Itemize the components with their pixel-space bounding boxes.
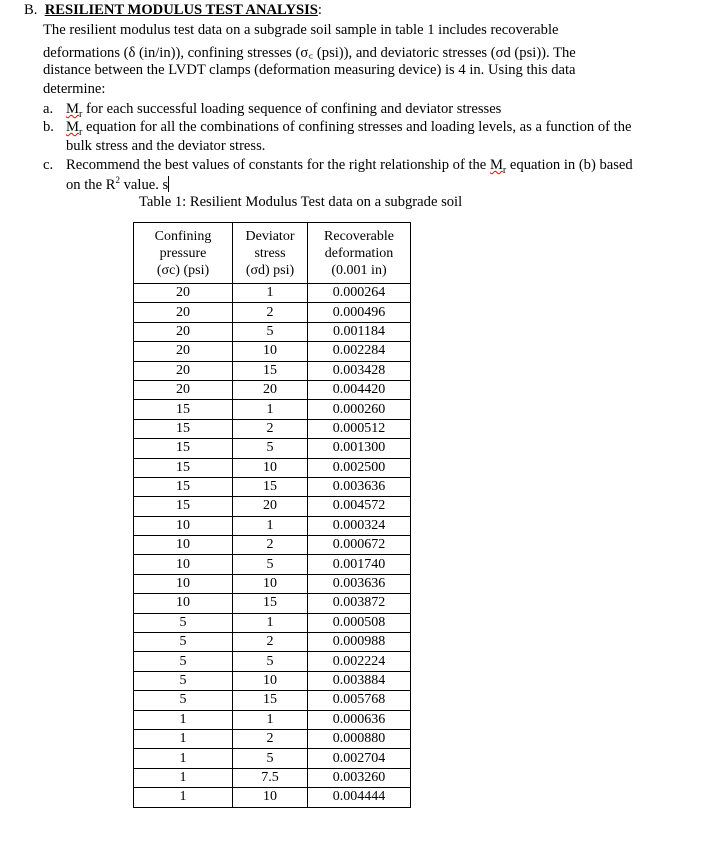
deformation-cell: 0.004444	[308, 788, 411, 807]
table-row	[134, 652, 411, 671]
table-row	[134, 458, 411, 477]
deviator-stress-cell: 2	[233, 419, 308, 438]
deformation-cell: 0.003260	[308, 768, 411, 787]
confining-pressure-cell: 10	[134, 555, 233, 574]
section-letter: B.	[24, 2, 38, 18]
deformation-cell: 0.001184	[308, 322, 411, 341]
deviator-stress-cell: 10	[233, 671, 308, 690]
confining-pressure-cell: 10	[134, 574, 233, 593]
m: M	[66, 119, 79, 135]
list-item-c-line2	[66, 175, 169, 194]
deformation-cell: 0.003884	[308, 671, 411, 690]
confining-pressure-cell: 20	[134, 322, 233, 341]
deformation-cell: 0.000672	[308, 536, 411, 555]
column-header	[233, 223, 308, 284]
deformation-cell: 0.004420	[308, 380, 411, 399]
header-line: (σd) psi)	[245, 262, 295, 278]
table-row	[134, 380, 411, 399]
deviator-stress-cell: 5	[233, 652, 308, 671]
deformation-cell: 0.000988	[308, 633, 411, 652]
colon: :	[317, 2, 322, 18]
deviator-stress-cell: 20	[233, 380, 308, 399]
deformation-cell: 0.000496	[308, 303, 411, 322]
confining-pressure-cell: 15	[134, 458, 233, 477]
confining-pressure-cell: 20	[134, 303, 233, 322]
table-row	[134, 555, 411, 574]
deviator-stress-cell: 5	[233, 749, 308, 768]
header-line: pressure	[159, 245, 207, 261]
table-row	[134, 710, 411, 729]
item-text: for each successful loading sequence of confining and deviator stresses	[82, 101, 502, 117]
column-header	[308, 223, 411, 284]
table-row	[134, 284, 411, 303]
table-row	[134, 497, 411, 516]
confining-pressure-cell: 10	[134, 594, 233, 613]
r: r	[78, 108, 83, 120]
deviator-stress-cell: 1	[233, 613, 308, 632]
header-line: Recoverable	[324, 228, 394, 244]
table-row	[134, 303, 411, 322]
header-line: (σc) (psi)	[156, 262, 210, 278]
deformation-cell: 0.001300	[308, 439, 411, 458]
deviator-stress-cell: 15	[233, 477, 308, 496]
header-line: deformation	[324, 245, 394, 261]
header-line: Deviator	[245, 228, 295, 244]
section-heading	[24, 2, 322, 19]
table-row	[134, 788, 411, 807]
confining-pressure-cell: 5	[134, 652, 233, 671]
deformation-cell: 0.002704	[308, 749, 411, 768]
table-row	[134, 633, 411, 652]
header-line: stress	[254, 245, 286, 261]
paragraph-line: determine:	[43, 81, 106, 97]
table-row	[134, 439, 411, 458]
confining-pressure-cell: 15	[134, 477, 233, 496]
item-text: equation for all the combinations of confining stresses and loading levels, as a function of the	[82, 119, 632, 135]
confining-pressure-cell: 1	[134, 710, 233, 729]
deviator-stress-cell: 1	[233, 710, 308, 729]
deviator-stress-cell: 1	[233, 284, 308, 303]
paragraph-line: The resilient modulus test data on a subgrade soil sample in table 1 includes recoverable	[43, 22, 559, 38]
list-item-b-line2: bulk stress and the deviator stress.	[66, 138, 266, 154]
paragraph-line: deformations (δ (in/in)), confining stresses (σ꜀ (psi)), and deviatoric stresses (σd (psi)). The	[43, 45, 576, 61]
confining-pressure-cell: 15	[134, 400, 233, 419]
r: r	[502, 164, 507, 176]
deformation-cell: 0.003428	[308, 361, 411, 380]
confining-pressure-cell: 15	[134, 439, 233, 458]
table-row	[134, 400, 411, 419]
table-row	[134, 594, 411, 613]
item-text: value. s	[119, 176, 169, 193]
table-row	[134, 691, 411, 710]
table-row	[134, 342, 411, 361]
m: M	[66, 101, 79, 117]
section-title: RESILIENT MODULUS TEST ANALYSIS	[44, 2, 318, 18]
deformation-cell: 0.000264	[308, 284, 411, 303]
deformation-cell: 0.004572	[308, 497, 411, 516]
item-text: Recommend the best values of constants for the right relationship of the	[66, 157, 490, 173]
confining-pressure-cell: 1	[134, 749, 233, 768]
superscript: 2	[115, 175, 120, 185]
deviator-stress-cell: 15	[233, 594, 308, 613]
confining-pressure-cell: 5	[134, 671, 233, 690]
deformation-cell: 0.003636	[308, 477, 411, 496]
deviator-stress-cell: 15	[233, 691, 308, 710]
list-item-a-text	[66, 101, 501, 120]
list-item-b	[43, 119, 54, 136]
item-text: on the R	[66, 176, 116, 193]
list-marker: c.	[43, 157, 54, 173]
confining-pressure-cell: 20	[134, 342, 233, 361]
deformation-cell: 0.002224	[308, 652, 411, 671]
table-row	[134, 749, 411, 768]
column-header	[134, 223, 233, 284]
header-line: (0.001 in)	[331, 262, 387, 278]
deviator-stress-cell: 5	[233, 555, 308, 574]
text-cursor	[168, 176, 169, 192]
list-item-c-text	[66, 157, 633, 176]
deviator-stress-cell: 1	[233, 516, 308, 535]
list-item-a	[43, 101, 53, 118]
table-row	[134, 322, 411, 341]
list-item-b-text	[66, 119, 631, 138]
deviator-stress-cell: 10	[233, 574, 308, 593]
item-text: equation in (b) based	[506, 157, 633, 173]
table-row	[134, 613, 411, 632]
table-row	[134, 477, 411, 496]
deformation-cell: 0.005768	[308, 691, 411, 710]
r: r	[78, 126, 83, 138]
mr-symbol	[66, 119, 83, 138]
table-row	[134, 536, 411, 555]
deviator-stress-cell: 2	[233, 633, 308, 652]
deviator-stress-cell: 2	[233, 729, 308, 748]
list-marker: b.	[43, 119, 54, 135]
confining-pressure-cell: 5	[134, 633, 233, 652]
mr-symbol	[66, 101, 83, 120]
deformation-cell: 0.000880	[308, 729, 411, 748]
confining-pressure-cell: 20	[134, 284, 233, 303]
confining-pressure-cell: 5	[134, 691, 233, 710]
deviator-stress-cell: 10	[233, 342, 308, 361]
mr-symbol	[489, 157, 507, 176]
table-row	[134, 729, 411, 748]
list-item-c	[43, 157, 53, 174]
confining-pressure-cell: 20	[134, 361, 233, 380]
deformation-cell: 0.003636	[308, 574, 411, 593]
table-row	[134, 361, 411, 380]
deviator-stress-cell: 2	[233, 536, 308, 555]
deformation-cell: 0.002284	[308, 342, 411, 361]
deviator-stress-cell: 10	[233, 788, 308, 807]
table-row	[134, 768, 411, 787]
confining-pressure-cell: 10	[134, 536, 233, 555]
deformation-cell: 0.000508	[308, 613, 411, 632]
deviator-stress-cell: 2	[233, 303, 308, 322]
deviator-stress-cell: 7.5	[233, 768, 308, 787]
list-marker: a.	[43, 101, 54, 117]
confining-pressure-cell: 10	[134, 516, 233, 535]
table-row	[134, 516, 411, 535]
confining-pressure-cell: 15	[134, 419, 233, 438]
deformation-cell: 0.000324	[308, 516, 411, 535]
deformation-cell: 0.002500	[308, 458, 411, 477]
confining-pressure-cell: 1	[134, 729, 233, 748]
paragraph-line: distance between the LVDT clamps (deformation measuring device) is 4 in. Using this data	[43, 62, 576, 78]
deformation-cell: 0.003872	[308, 594, 411, 613]
m: M	[489, 157, 503, 173]
confining-pressure-cell: 15	[134, 497, 233, 516]
deformation-cell: 0.000512	[308, 419, 411, 438]
deformation-cell: 0.000260	[308, 400, 411, 419]
confining-pressure-cell: 1	[134, 768, 233, 787]
deformation-cell: 0.000636	[308, 710, 411, 729]
data-table	[133, 222, 411, 808]
deviator-stress-cell: 10	[233, 458, 308, 477]
deviator-stress-cell: 1	[233, 400, 308, 419]
deviator-stress-cell: 5	[233, 322, 308, 341]
deviator-stress-cell: 5	[233, 439, 308, 458]
confining-pressure-cell: 5	[134, 613, 233, 632]
table-caption: Table 1: Resilient Modulus Test data on a subgrade soil	[139, 194, 463, 210]
table-row	[134, 574, 411, 593]
table-row	[134, 671, 411, 690]
deformation-cell: 0.001740	[308, 555, 411, 574]
header-line: Confining	[154, 228, 212, 244]
table-row	[134, 419, 411, 438]
deviator-stress-cell: 20	[233, 497, 308, 516]
deviator-stress-cell: 15	[233, 361, 308, 380]
confining-pressure-cell: 1	[134, 788, 233, 807]
confining-pressure-cell: 20	[134, 380, 233, 399]
